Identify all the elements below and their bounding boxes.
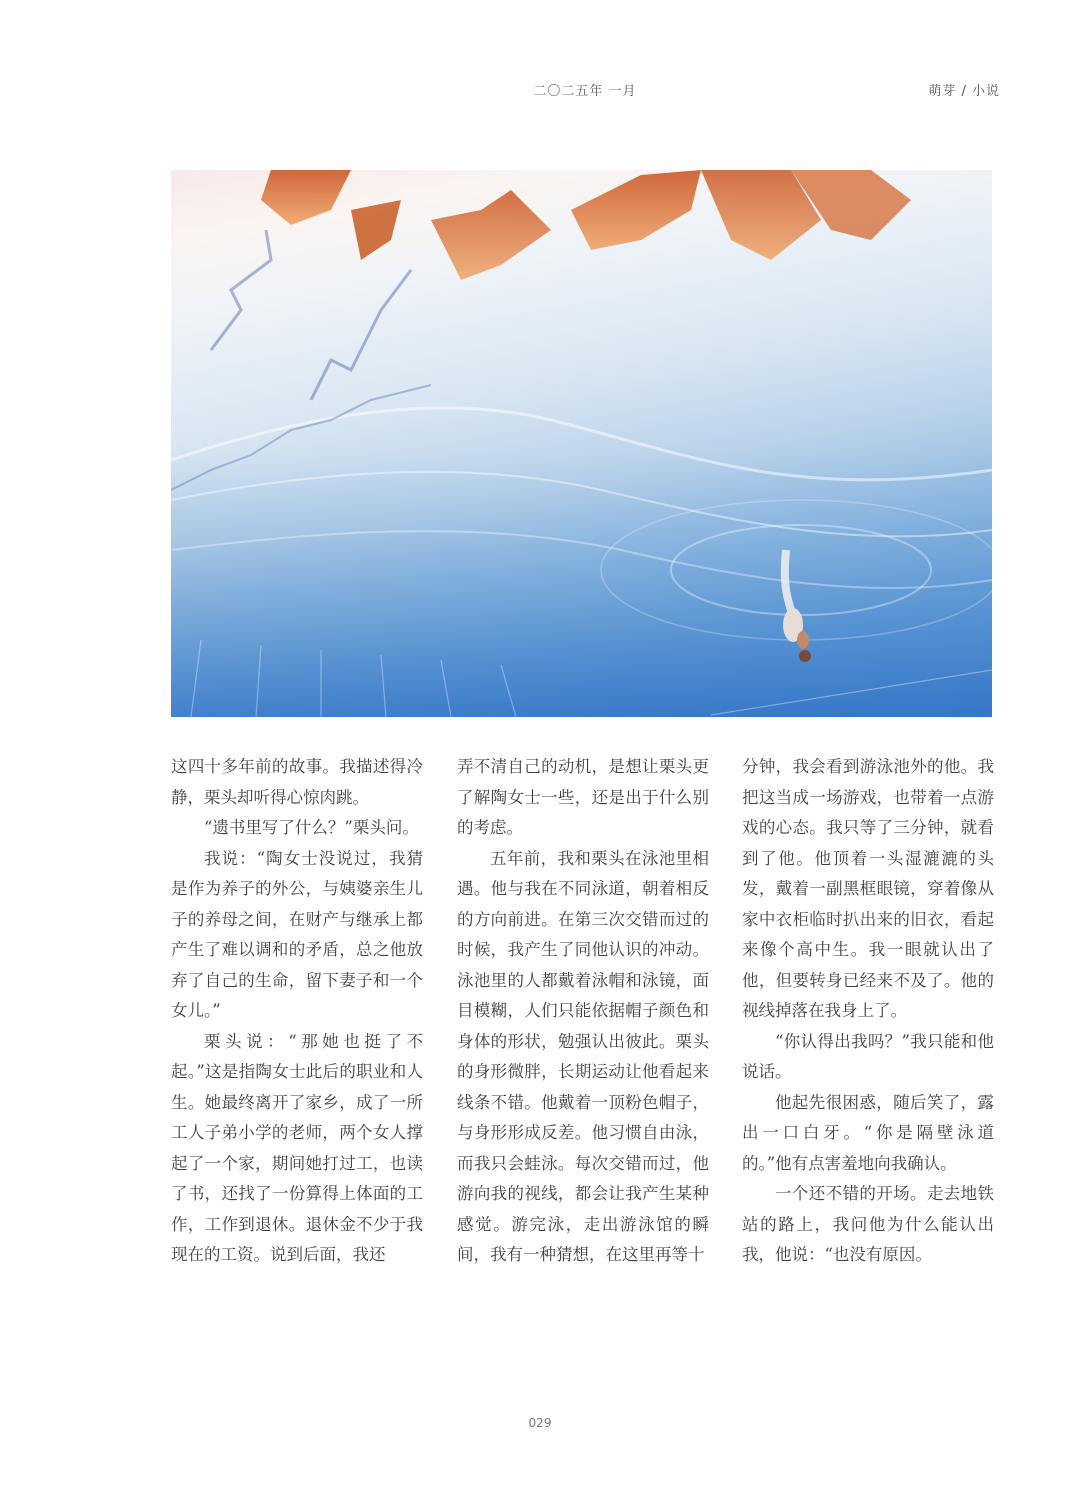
issue-date: 二〇二五年 一月: [533, 84, 637, 99]
paragraph: 我说：“陶女士没说过，我猜是作为养子的外公，与姨婆亲生儿子的养母之间，在财产与继承上都产生了难以调和的矛盾，总之他放弃了自己的生命，留下妻子和一个女儿。”: [171, 848, 423, 1020]
paragraph: 分钟，我会看到游泳池外的他。我把这当成一场游戏，也带着一点游戏的心态。我只等了三分钟，就看到了他。他顶着一头湿漉漉的头发，戴着一副黑框眼镜，穿着像从家中衣柜临时扒出来的旧衣，看起来像个高中生。我一眼就认出了他，但要转身已经来不及了。他的视线掉落在我身上了。: [742, 757, 994, 1020]
photo-illustration: [171, 170, 992, 717]
deep-water: [171, 450, 992, 717]
underwater-swimmer-photo: [171, 170, 992, 717]
paragraph: 栗头说：“那她也挺了不起。”这是指陶女士此后的职业和人生。她最终离开了家乡，成了一所工人子弟小学的老师，两个女人撑起了一个家，期间她打过工，也读了书，还找了一份算得上体面的工作，工作到退休。退休金不少于我现在的工资。说到后面，我还: [171, 1031, 423, 1264]
reflection-orange-1: [261, 170, 351, 225]
section-label: 萌芽 / 小说: [928, 84, 1000, 99]
text-column-1: [171, 752, 423, 1271]
reflection-orange-2: [351, 200, 401, 260]
pool-reflection-lines: [211, 230, 411, 400]
reflection-orange-4: [571, 170, 701, 250]
paragraph: 这四十多年前的故事。我描述得冷静，栗头却听得心惊肉跳。: [171, 757, 423, 807]
paragraph: 他起先很困惑，随后笑了，露出一口白牙。“你是隔壁泳道的。”他有点害羞地向我确认。: [742, 1092, 994, 1173]
page-number: 029: [528, 1416, 552, 1430]
paragraph: 一个还不错的开场。走去地铁站的路上，我问他为什么能认出我，他说：“也没有原因。: [742, 1184, 994, 1264]
reflection-orange-3: [431, 190, 551, 280]
text-column-2: [457, 752, 709, 1271]
paragraph: “你认得出我吗？”我只能和他说话。: [742, 1031, 994, 1081]
text-column-3: [742, 752, 994, 1271]
paragraph: “遗书里写了什么？”栗头问。: [204, 818, 419, 837]
paragraph: 弄不清自己的动机，是想让栗头更了解陶女士一些，还是出于什么别的考虑。: [457, 757, 709, 837]
paragraph: 五年前，我和栗头在泳池里相遇。他与我在不同泳道，朝着相反的方向前进。在第三次交错而过的时候，我产生了同他认识的冲动。泳池里的人都戴着泳帽和泳镜，面目模糊，人们只能依据帽子颜色和身体的形状，勉强认出彼此。栗头的身形微胖，长期运动让他看起来线条不错。他戴着一顶粉色帽子，与身形形成反差。他习惯自由泳，而我只会蛙泳。每次交错而过，他游向我的视线，都会让我产生某种感觉。游完泳，走出游泳馆的瞬间，我有一种猜想，在这里再等十: [457, 848, 709, 1264]
